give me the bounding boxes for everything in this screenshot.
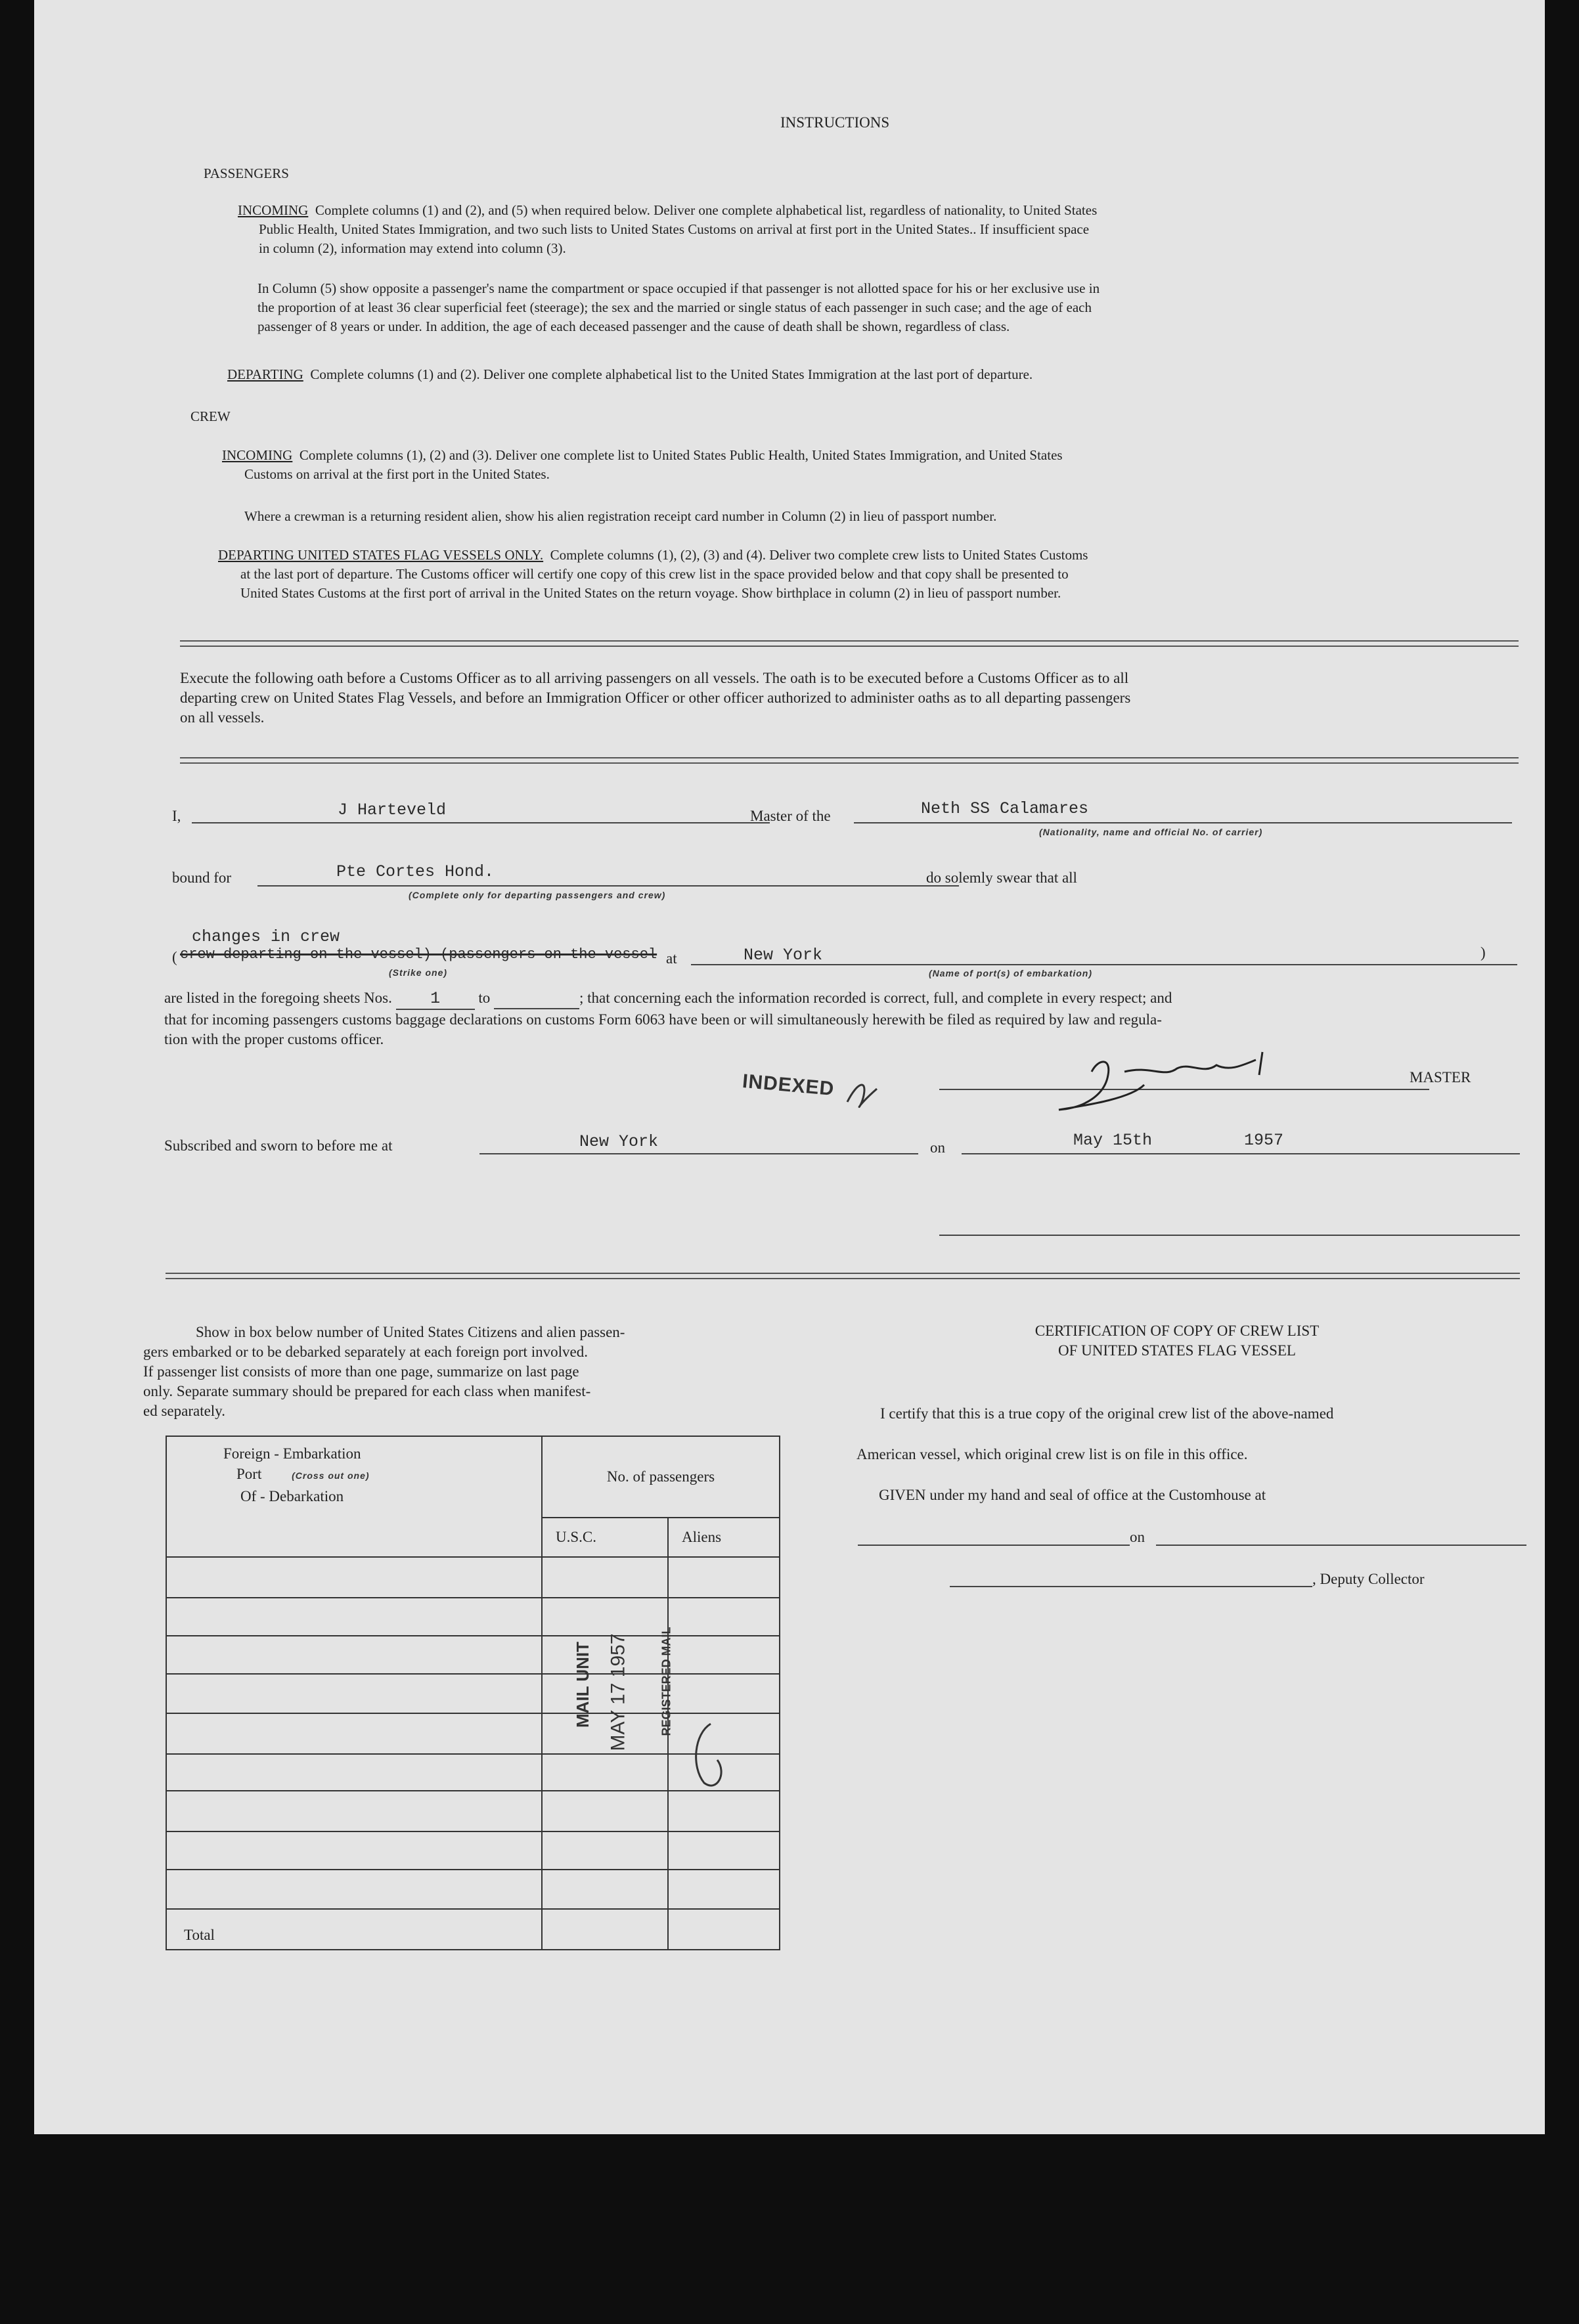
head-cross: (Cross out one) — [292, 1470, 370, 1481]
bound-for-value: Pte Cortes Hond. — [336, 862, 495, 881]
departing-label: DEPARTING — [227, 366, 303, 382]
sworn-place-line — [479, 1153, 918, 1154]
strike-paren: ( — [172, 949, 177, 965]
port-caption: (Name of port(s) of embarkation) — [929, 968, 1093, 978]
table-row — [166, 1831, 542, 1870]
head-num: No. of passengers — [542, 1436, 780, 1518]
cert-text-2: American vessel, which original crew list is on file in this office. — [856, 1446, 1248, 1462]
deputy-line — [950, 1586, 1312, 1587]
incoming-text: Complete columns (1) and (2), and (5) when required below. Deliver one complete alphabetical list, regardless of nationality, to United States — [315, 202, 1098, 218]
master-label: MASTER — [1410, 1069, 1471, 1085]
passengers-departing — [227, 365, 1528, 384]
table-cell — [542, 1870, 668, 1909]
cert-place-line — [858, 1545, 1130, 1546]
port-value: New York — [744, 946, 823, 965]
strike-caption: (Strike one) — [389, 967, 448, 978]
cert-title-1: CERTIFICATION OF COPY OF CREW LIST — [1034, 1323, 1320, 1339]
summary-text: only. Separate summary should be prepared for each class when manifest- — [143, 1383, 591, 1399]
table-row — [166, 1598, 542, 1636]
stamp-scrawl — [691, 1721, 730, 1793]
head-usc: U.S.C. — [542, 1518, 668, 1557]
cert-given: GIVEN under my hand and seal of office at the Customhouse at — [879, 1487, 1266, 1503]
sworn-date: May 15th — [1073, 1131, 1153, 1150]
master-of-label: Master of the — [750, 808, 831, 824]
crew-departing-text: United States Customs at the first port of arrival in the United States on the return voyage. Show birthplace in column (2) in lieu of passport number. — [240, 585, 1061, 601]
head-aliens: Aliens — [668, 1518, 780, 1557]
table-row — [166, 1557, 542, 1598]
crew-heading: CREW — [190, 408, 231, 424]
crew-departing-text: Complete columns (1), (2), (3) and (4). Deliver two complete crew lists to United States Customs — [550, 547, 1088, 563]
vessel-caption: (Nationality, name and official No. of carrier) — [1039, 827, 1263, 837]
departing-text: Complete columns (1) and (2). Deliver one complete alphabetical list to the United States Immigration at the last port of departure. — [310, 366, 1033, 382]
sworn-year: 1957 — [1244, 1131, 1284, 1150]
column5-text: the proportion of at least 36 clear superficial feet (steerage); the sex and the married or single status of each passenger in such case; and the age of each — [257, 299, 1092, 315]
indexed-stamp: INDEXED — [741, 1070, 835, 1101]
head-of: Of - Debarkation — [240, 1488, 344, 1504]
divider — [180, 640, 1519, 647]
deputy-collector: , Deputy Collector — [1312, 1571, 1425, 1587]
table-row — [166, 1754, 542, 1791]
table-row — [166, 1674, 542, 1713]
total-usc — [542, 1909, 668, 1950]
at-label: at — [666, 950, 677, 967]
i-label: I, — [172, 808, 181, 824]
cert-date-line — [1156, 1545, 1526, 1546]
summary-text: Show in box below number of United States Citizens and alien passen- — [196, 1324, 625, 1340]
instructions-title: INSTRUCTIONS — [780, 114, 890, 131]
sworn-date-line — [962, 1153, 1520, 1154]
changes-value: changes in crew — [192, 927, 340, 946]
header-port-cell — [166, 1436, 542, 1557]
divider — [180, 757, 1519, 764]
incoming-label: INCOMING — [238, 202, 309, 218]
sworn-place: New York — [579, 1132, 659, 1151]
head-port: Port — [236, 1466, 262, 1482]
oath-intro-text: departing crew on United States Flag Vessels, and before an Immigration Officer or other officer authorized to administer oaths as to all departing passengers — [180, 690, 1131, 706]
oath-intro — [180, 669, 1526, 728]
master-name-line — [192, 822, 770, 823]
subscribed-label: Subscribed and sworn to before me at — [164, 1137, 393, 1154]
officer-signature-line — [939, 1235, 1520, 1236]
bound-for-line — [257, 885, 959, 887]
document-page — [34, 0, 1545, 2134]
on-label: on — [930, 1139, 945, 1156]
passengers-heading: PASSENGERS — [204, 165, 289, 181]
master-signature — [1046, 1045, 1302, 1118]
table-cell — [668, 1557, 780, 1598]
sheet-from-value: 1 — [430, 989, 441, 1008]
sheet-from — [396, 988, 475, 1010]
crew-departing — [218, 546, 1532, 603]
to-label: to — [478, 990, 491, 1006]
summary-text: If passenger list consists of more than one page, summarize on last page — [143, 1363, 579, 1380]
stamp-registered: REGISTERED MAIL — [659, 1627, 673, 1736]
bound-for-label: bound for — [172, 869, 232, 886]
oath-intro-text: Execute the following oath before a Customs Officer as to all arriving passengers on all vessels. The oath is to be executed before a Customs Officer as to all — [180, 670, 1129, 686]
incoming-text: Public Health, United States Immigration, and two such lists to United States Customs on arrival at first port in the United States.. If insufficient space — [259, 221, 1090, 237]
table-row — [166, 1636, 542, 1674]
table-cell — [668, 1831, 780, 1870]
cert-title-2: OF UNITED STATES FLAG VESSEL — [1058, 1342, 1296, 1359]
vessel-line — [854, 822, 1512, 823]
indexed-initials — [841, 1076, 887, 1115]
stamp-mail-unit: MAIL UNIT — [572, 1642, 592, 1728]
summary-text: ed separately. — [143, 1403, 225, 1419]
crew-incoming — [222, 446, 1523, 484]
head-foreign: Foreign - Embarkation — [223, 1445, 361, 1462]
total-label: Total — [166, 1909, 542, 1950]
mail-unit-stamp — [566, 1602, 763, 1799]
table-cell — [668, 1870, 780, 1909]
crew-incoming-label: INCOMING — [222, 447, 293, 463]
sheets-rest: ; that concerning each the information recorded is correct, full, and complete in every respect; and — [579, 990, 1172, 1006]
column5-text: In Column (5) show opposite a passenger's name the compartment or space occupied if that passenger is not allotted space for his or her exclusive use in — [257, 280, 1100, 296]
oath-line3: tion with the proper customs officer. — [164, 1031, 384, 1047]
crew-incoming-text: Customs on arrival at the first port in the United States. — [244, 466, 550, 482]
resident-alien-note: Where a crewman is a returning resident alien, show his alien registration receipt card number in Column (2) in lieu of passport number. — [244, 508, 997, 524]
column5-paragraph — [257, 279, 1538, 336]
vessel-value: Neth SS Calamares — [921, 799, 1089, 818]
table-row — [166, 1713, 542, 1754]
table-cell — [542, 1831, 668, 1870]
cert-on-label: on — [1130, 1529, 1145, 1545]
divider — [166, 1273, 1520, 1279]
column5-text: passenger of 8 years or under. In addition, the age of each deceased passenger and the cause of death shall be shown, regardless of class. — [257, 318, 1010, 334]
strike-text: crew departing on the vessel) (passengers on the vessel — [180, 946, 657, 963]
summary-text: gers embarked or to be debarked separately at each foreign port involved. — [143, 1344, 588, 1360]
table-row — [166, 1870, 542, 1909]
crew-departing-label: DEPARTING UNITED STATES FLAG VESSELS ONLY. — [218, 547, 544, 563]
table-cell — [542, 1557, 668, 1598]
passengers-incoming — [238, 201, 1525, 258]
incoming-text: in column (2), information may extend into column (3). — [259, 240, 566, 256]
stamp-date: MAY 17 1957 — [607, 1633, 629, 1751]
sheets-label: are listed in the foregoing sheets Nos. — [164, 990, 392, 1006]
sheets-sentence — [164, 988, 1530, 1049]
crew-departing-text: at the last port of departure. The Customs officer will certify one copy of this crew list in the space provided below and that copy shall be presented to — [240, 566, 1069, 582]
master-name-value: J Harteveld — [338, 800, 447, 820]
crew-incoming-text: Complete columns (1), (2) and (3). Deliver one complete list to United States Public Health, United States Immigration, and United States — [299, 447, 1063, 463]
total-aliens — [668, 1909, 780, 1950]
oath-intro-text: on all vessels. — [180, 709, 265, 726]
oath-line2: that for incoming passengers customs baggage declarations on customs Form 6063 have been or will simultaneously herewith be filed as required by law and regula- — [164, 1011, 1162, 1028]
bound-caption: (Complete only for departing passengers and crew) — [409, 890, 666, 900]
swear-text: do solemly swear that all — [926, 869, 1077, 886]
table-row — [166, 1791, 542, 1831]
port-paren: ) — [1480, 944, 1486, 961]
certification-title — [967, 1321, 1387, 1361]
sheet-to — [494, 988, 579, 1009]
summary-instructions — [143, 1323, 826, 1421]
cert-text-1: I certify that this is a true copy of the original crew list of the above-named — [880, 1405, 1334, 1422]
